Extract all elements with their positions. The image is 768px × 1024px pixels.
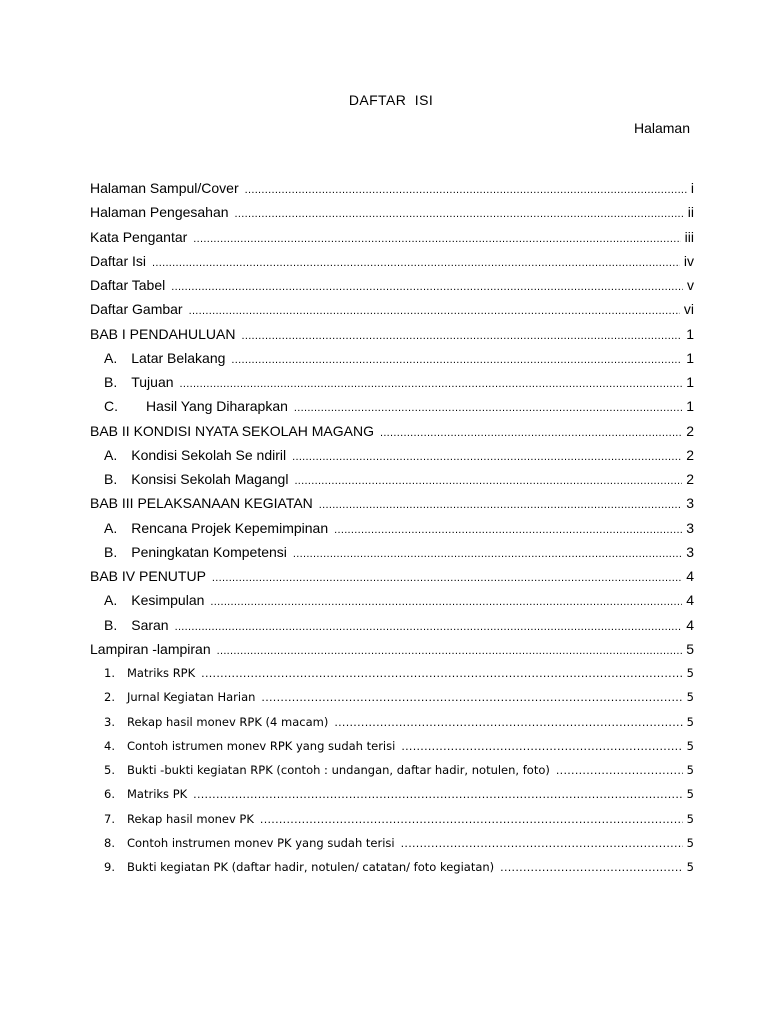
- toc-entry-label: Tujuan: [131, 374, 174, 390]
- toc-entry: [90, 249, 694, 273]
- toc-entry-number: 1.: [104, 666, 115, 680]
- toc-appendix-item: [90, 807, 694, 831]
- leader-dots: [189, 299, 680, 323]
- leader-dots: [401, 832, 683, 856]
- toc-entry-page: 5: [686, 690, 694, 705]
- toc-entry-page: v: [687, 277, 694, 293]
- toc-subentry: [90, 370, 694, 394]
- toc-entry-number: 6.: [104, 787, 115, 802]
- leader-dots: [334, 518, 682, 542]
- leader-dots: [210, 590, 682, 614]
- leader-dots: [235, 202, 684, 226]
- toc-subentry: [90, 588, 694, 612]
- leader-dots: [293, 542, 682, 566]
- toc-entry-page: 5: [686, 835, 694, 850]
- leader-dots: [319, 493, 682, 517]
- leader-dots: [556, 759, 683, 783]
- toc-entry-page: iii: [684, 228, 694, 245]
- toc-appendix-item: [90, 661, 694, 685]
- leader-dots: [171, 275, 683, 299]
- toc-subentry: [90, 516, 694, 540]
- toc-entry-page: ii: [687, 204, 694, 221]
- toc-entry-page: 1: [686, 349, 694, 366]
- toc-entry-label: Lampiran -lampiran: [90, 640, 211, 657]
- toc-entry-page: 3: [686, 519, 694, 536]
- toc-entry-label: Halaman Sampul/Cover: [90, 180, 239, 196]
- toc-entry-page: 5: [686, 738, 694, 753]
- leader-dots: [193, 783, 683, 807]
- toc-entry-page: 5: [686, 811, 694, 826]
- toc-entry-label: Kondisi Sekolah Se ndiril: [131, 446, 287, 463]
- toc-entry-number: B.: [104, 616, 118, 633]
- toc-entry-label: Daftar Tabel: [90, 277, 166, 293]
- toc-entry-page: 1: [686, 374, 694, 390]
- toc-entry-page: 4: [686, 592, 694, 609]
- toc-entry-page: vi: [683, 301, 694, 318]
- toc-entry-number: B.: [104, 471, 118, 487]
- toc-entry-number: 9.: [104, 860, 115, 874]
- toc-entry-label: BAB IV PENUTUP: [90, 568, 206, 584]
- toc-entry-page: 5: [686, 787, 694, 802]
- toc-entry-page: 5: [686, 763, 694, 777]
- toc-entry-number: 7.: [104, 811, 115, 826]
- toc-entry-page: 1: [686, 398, 694, 415]
- toc-subentry: [90, 540, 694, 564]
- toc-entry-number: 4.: [104, 738, 115, 753]
- leader-dots: [261, 686, 682, 710]
- toc-entry-label: Halaman Pengesahan: [90, 204, 229, 221]
- toc-entry-page: iv: [683, 252, 694, 269]
- toc-entry-label: Kata Pengantar: [90, 228, 188, 245]
- toc-appendix-item: [90, 782, 694, 806]
- leader-dots: [294, 396, 682, 420]
- leader-dots: [380, 421, 682, 445]
- page-column-header: Halaman: [633, 120, 690, 136]
- toc-chapter: [90, 491, 694, 515]
- toc-appendix-item: [90, 831, 694, 855]
- toc-entry-label: Jurnal Kegiatan Harian: [126, 690, 256, 705]
- toc-appendix-item: [90, 758, 694, 782]
- toc-entry-page: 2: [686, 471, 694, 487]
- leader-dots: [212, 566, 682, 590]
- toc-entry-label: BAB III PELAKSANAAN KEGIATAN: [90, 495, 313, 512]
- toc-entry-page: 5: [686, 640, 694, 657]
- toc-entry-label: Rekap hasil monev RPK (4 macam): [126, 714, 329, 729]
- toc-entry-label: Hasil Yang Diharapkan: [146, 398, 288, 415]
- toc-entry-number: A.: [104, 592, 118, 609]
- toc-entry-label: Konsisi Sekolah Magangl: [131, 471, 289, 487]
- toc-entry-label: BAB II KONDISI NYATA SEKOLAH MAGANG: [90, 422, 374, 439]
- toc-entry-page: 2: [686, 422, 694, 439]
- toc-entry: [90, 225, 694, 249]
- toc-entry-label: Rencana Projek Kepemimpinan: [131, 519, 329, 536]
- toc-chapter: [90, 564, 694, 588]
- leader-dots: [334, 711, 682, 735]
- toc-appendix-item: [90, 734, 694, 758]
- toc-entry-label: Peningkatan Kompetensi: [131, 543, 287, 560]
- toc-entry-page: 3: [686, 495, 694, 512]
- leader-dots: [500, 856, 683, 880]
- toc-entry-page: 2: [686, 446, 694, 463]
- toc-entry-label: Rekap hasil monev PK: [126, 811, 254, 826]
- toc-entry-label: Matriks RPK: [126, 666, 196, 680]
- toc-entry: [90, 297, 694, 321]
- toc-subentry: [90, 613, 694, 637]
- toc-entry-page: 5: [686, 860, 694, 874]
- toc-entry: [90, 273, 694, 297]
- leader-dots: [245, 178, 687, 202]
- toc-subentry: [90, 443, 694, 467]
- leader-dots: [260, 808, 683, 832]
- toc-entry-label: Contoh istrumen monev RPK yang sudah terisi: [126, 738, 396, 753]
- toc-entry-number: B.: [104, 374, 118, 390]
- toc-entry-page: i: [690, 180, 694, 196]
- toc-entry-number: 3.: [104, 714, 115, 729]
- leader-dots: [292, 445, 682, 469]
- leader-dots: [294, 469, 682, 493]
- toc-entry-page: 5: [686, 666, 694, 680]
- toc-subentry: [90, 467, 694, 491]
- toc-entry: [90, 200, 694, 224]
- toc-entry-number: A.: [104, 446, 118, 463]
- toc-entry-number: 2.: [104, 690, 115, 705]
- toc-entry-label: Saran: [131, 616, 169, 633]
- toc-entry-label: Bukti kegiatan PK (daftar hadir, notulen/ catatan/ foto kegiatan): [126, 860, 495, 874]
- toc-entry-label: Matriks PK: [126, 787, 188, 802]
- toc-entry-label: Bukti -bukti kegiatan RPK (contoh : undangan, daftar hadir, notulen, foto): [126, 763, 550, 777]
- toc-entry-page: 1: [686, 325, 694, 342]
- toc-entry-page: 5: [686, 714, 694, 729]
- leader-dots: [175, 615, 683, 639]
- toc-entry-number: B.: [104, 543, 118, 560]
- leader-dots: [241, 324, 682, 348]
- toc-chapter: [90, 322, 694, 346]
- leader-dots: [201, 662, 683, 686]
- toc-entry-number: C.: [104, 398, 118, 415]
- table-of-contents: [90, 176, 694, 879]
- toc-entry: [90, 176, 694, 200]
- toc-chapter: [90, 637, 694, 661]
- toc-entry-number: A.: [104, 349, 118, 366]
- toc-entry-number: A.: [104, 519, 118, 536]
- leader-dots: [193, 227, 680, 251]
- leader-dots: [401, 735, 682, 759]
- toc-entry-label: Latar Belakang: [131, 349, 226, 366]
- toc-chapter: [90, 419, 694, 443]
- toc-entry-number: 5.: [104, 763, 115, 777]
- toc-entry-page: 4: [686, 616, 694, 633]
- leader-dots: [217, 639, 683, 663]
- toc-entry-number: 8.: [104, 835, 115, 850]
- page-title: DAFTAR ISI: [348, 92, 434, 108]
- toc-appendix-item: [90, 855, 694, 879]
- toc-entry-label: Daftar Gambar: [90, 301, 183, 318]
- toc-entry-label: BAB I PENDAHULUAN: [90, 325, 236, 342]
- toc-entry-label: Daftar Isi: [90, 252, 147, 269]
- toc-appendix-item: [90, 685, 694, 709]
- toc-subentry: [90, 394, 694, 418]
- toc-entry-label: Kesimpulan: [131, 592, 205, 609]
- toc-entry-label: Contoh instrumen monev PK yang sudah terisi: [126, 835, 395, 850]
- toc-entry-page: 3: [686, 543, 694, 560]
- leader-dots: [180, 372, 683, 396]
- leader-dots: [231, 348, 682, 372]
- toc-subentry: [90, 346, 694, 370]
- leader-dots: [152, 251, 680, 275]
- toc-appendix-item: [90, 710, 694, 734]
- toc-entry-page: 4: [686, 568, 694, 584]
